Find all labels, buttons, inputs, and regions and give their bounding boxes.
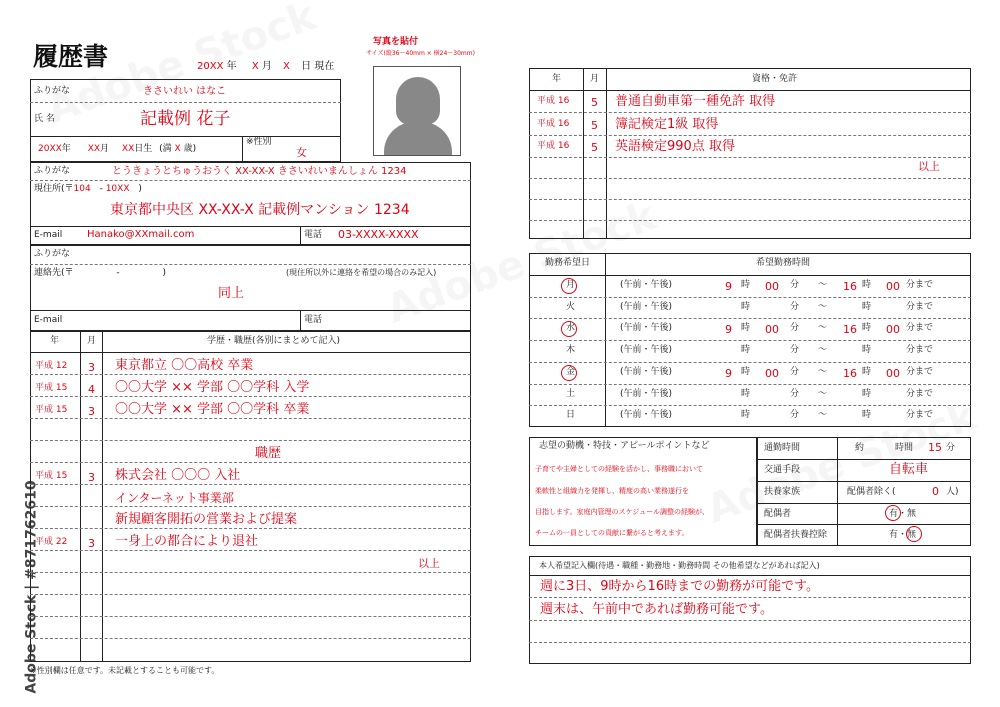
schedule-min-unit: 分: [790, 388, 800, 399]
history-header-month: 月: [87, 336, 97, 346]
schedule-until: 分まで: [906, 345, 934, 356]
history-section-label: 職歴: [255, 446, 282, 461]
gender-value: 女: [296, 146, 307, 159]
schedule-end-hour: 16: [843, 323, 857, 337]
history-row-text: 株式会社 〇〇〇 入社: [115, 468, 241, 483]
page-title: 履歴書: [33, 42, 109, 71]
transport-label: 交通手段: [764, 465, 801, 475]
history-row-text: 一身上の都合により退社: [115, 534, 259, 549]
zip-line: 現住所(〒104 - 10XX ): [34, 184, 142, 194]
address-value: 東京都中央区 XX-XX-X 記載例マンション 1234: [110, 202, 410, 218]
spouse-yes-circle: [885, 505, 901, 521]
history-rule: [30, 506, 471, 507]
contact-zip-line: 連絡先(〒 - ): [34, 268, 167, 278]
history-row-month: 4: [88, 383, 95, 396]
schedule-end-min: 00: [886, 323, 900, 337]
schedule-day: 水: [566, 323, 576, 334]
spouse-options: 有・無: [889, 509, 917, 519]
schedule-ampm: (午前・午後): [620, 410, 673, 421]
schedule-start-min: 00: [765, 323, 779, 337]
history-row-text: 〇〇大学 ×× 学部 〇〇学科 入学: [115, 380, 310, 395]
history-row-month: 3: [88, 537, 95, 550]
license-row-month: 5: [591, 119, 598, 132]
schedule-ampm: (午前・午後): [620, 366, 673, 377]
schedule-start-hour: 9: [725, 323, 732, 337]
stock-side-label: Adobe Stock | #871762610: [23, 480, 40, 694]
license-row-month: 5: [591, 141, 598, 154]
license-rule: [529, 220, 971, 221]
schedule-min-unit: 分: [790, 280, 800, 290]
schedule-hour-unit: 時: [741, 323, 751, 334]
history-rule: [30, 440, 471, 441]
history-rule: [30, 594, 471, 595]
schedule-hour-unit: 時: [862, 388, 872, 399]
license-header-year: 年: [552, 74, 562, 84]
license-row-text: 英語検定990点 取得: [615, 139, 735, 154]
commute-hours-unit: 時間: [895, 443, 914, 453]
schedule-rule: [529, 297, 971, 298]
history-rule: [30, 396, 471, 397]
schedule-day: 月: [566, 280, 576, 290]
license-header-month: 月: [590, 74, 600, 84]
history-row-month: 3: [88, 405, 95, 418]
commute-about: 約: [855, 443, 865, 453]
history-row-text: インターネット事業部: [115, 491, 234, 505]
schedule-ampm: (午前・午後): [620, 301, 673, 312]
license-rule: [529, 157, 971, 158]
history-row-era: 平成 15: [35, 405, 68, 415]
history-header-content: 学歴・職歴(各別にまとめて記入): [207, 336, 341, 346]
commute-label: 通勤時間: [764, 443, 801, 453]
schedule-start-min: 00: [765, 280, 779, 293]
history-row-era: 平成 15: [35, 471, 68, 481]
schedule-until: 分まで: [906, 301, 934, 312]
license-end: 以上: [918, 160, 940, 173]
schedule-hour-unit: 時: [862, 323, 872, 334]
schedule-hour-unit: 時: [862, 301, 872, 312]
motivation-line: 子育てや主婦としての経験を活かし、事務職において: [535, 465, 703, 473]
schedule-tilde: ～: [818, 301, 828, 312]
schedule-ampm: (午前・午後): [620, 388, 673, 399]
spouse-dep-label: 配偶者扶養控除: [764, 530, 828, 540]
schedule-end-min: 00: [886, 280, 900, 293]
schedule-start-min: 00: [765, 366, 779, 380]
schedule-ampm: (午前・午後): [620, 345, 673, 356]
contact-value: 同上: [218, 286, 245, 301]
schedule-rule: [529, 340, 971, 341]
license-row-era: 平成 16: [537, 96, 570, 106]
license-row-era: 平成 16: [537, 119, 570, 129]
schedule-header-day: 勤務希望日: [545, 258, 591, 268]
commute-minutes-unit: 分: [946, 443, 956, 453]
history-rule: [30, 528, 471, 529]
dependents-unit: 人): [946, 487, 959, 497]
license-rule: [529, 112, 971, 113]
history-row-era: 平成 12: [35, 361, 68, 371]
schedule-rule: [529, 384, 971, 385]
date-line: 20XX 年 X 月 X 日 現在: [197, 61, 335, 72]
schedule-until: 分まで: [906, 323, 934, 334]
schedule-end-hour: 16: [843, 366, 857, 380]
history-header-year: 年: [50, 336, 60, 346]
schedule-hour-unit: 時: [862, 410, 872, 421]
phone-label: 電話: [304, 230, 323, 240]
birth-line: 20XX年 XX月 XX日生 (満 X 歳): [38, 144, 197, 154]
license-row-text: 普通自動車第一種免許 取得: [615, 94, 776, 109]
photo-placeholder: [373, 66, 461, 156]
schedule-until: 分まで: [906, 280, 934, 290]
spouse-dep-options: 有・無: [889, 530, 917, 540]
contact-box: [30, 245, 471, 331]
schedule-day: 日: [566, 410, 576, 421]
motivation-line: 柔軟性と組織力を発揮し、精度の高い業務遂行を: [535, 487, 689, 495]
schedule-hour-unit: 時: [862, 345, 872, 356]
history-row-text: 東京都立 〇〇高校 卒業: [115, 358, 254, 373]
schedule-min-unit: 分: [790, 345, 800, 356]
schedule-min-unit: 分: [790, 323, 800, 334]
schedule-day: 金: [566, 366, 576, 377]
spouse-dep-no-circle: [906, 526, 922, 542]
gender-label: ※性別: [246, 137, 272, 147]
name-value: 記載例 花子: [140, 109, 231, 129]
license-row-era: 平成 16: [537, 141, 570, 151]
schedule-hour-unit: 時: [741, 388, 751, 399]
history-row-text: 新規顧客開拓の営業および提案: [115, 512, 298, 527]
schedule-tilde: ～: [818, 410, 828, 421]
schedule-tilde: ～: [818, 280, 828, 290]
motivation-line: チームの一員としての貢献に繋がると考えます。: [535, 529, 689, 537]
name-label: 氏 名: [34, 114, 55, 124]
schedule-rule: [529, 362, 971, 363]
history-rule: [30, 462, 471, 463]
schedule-hour-unit: 時: [862, 366, 872, 377]
contact-email-label: E-mail: [34, 315, 63, 325]
schedule-day: 木: [566, 345, 576, 356]
history-rule: [30, 616, 471, 617]
photo-title: 写真を貼付: [373, 37, 419, 47]
schedule-start-hour: 9: [725, 280, 732, 293]
history-rule: [30, 638, 471, 639]
schedule-hour-unit: 時: [741, 280, 751, 290]
schedule-hour-unit: 時: [741, 301, 751, 312]
schedule-min-unit: 分: [790, 366, 800, 377]
gender-footnote: ※性別欄は任意です。未記載とすることも可能です。: [30, 666, 220, 675]
history-row-era: 平成 15: [35, 383, 68, 393]
requests-label: 本人希望記入欄(待遇・職種・勤務地・勤務時間 その他希望などがあれば記入): [539, 561, 820, 570]
address-furigana-label: ふりがな: [34, 166, 71, 176]
schedule-tilde: ～: [818, 345, 828, 356]
phone-value: 03-XXXX-XXXX: [338, 228, 419, 241]
history-rule: [30, 418, 471, 419]
photo-size: サイズ(縦36～40mm × 横24～30mm): [366, 50, 475, 57]
requests-line: 週に3日、9時から16時までの勤務が可能です。: [540, 579, 820, 594]
schedule-hour-unit: 時: [741, 366, 751, 377]
license-rule: [529, 199, 971, 200]
license-rule: [529, 135, 971, 136]
schedule-day-circle: [561, 365, 577, 381]
schedule-until: 分まで: [906, 388, 934, 399]
schedule-rule: [529, 318, 971, 319]
dependents-count: 0: [932, 485, 939, 498]
license-row-text: 簿記検定1級 取得: [615, 117, 719, 132]
history-row-month: 3: [88, 471, 95, 484]
schedule-day: 火: [566, 301, 576, 312]
schedule-hour-unit: 時: [741, 345, 751, 356]
transport-value: 自転車: [889, 462, 929, 477]
schedule-tilde: ～: [818, 388, 828, 399]
schedule-end-hour: 16: [843, 280, 857, 293]
schedule-tilde: ～: [818, 366, 828, 377]
address-furigana: とうきょうとちゅうおうく XX-XX-X きさいれいまんしょん 1234: [112, 166, 407, 177]
history-rule: [30, 550, 471, 551]
schedule-min-unit: 分: [790, 301, 800, 312]
license-row-month: 5: [591, 96, 598, 109]
history-row-text: 〇〇大学 ×× 学部 〇〇学科 卒業: [115, 402, 310, 417]
dependents-label: 扶養家族: [764, 487, 801, 497]
license-rule: [529, 178, 971, 179]
email-label: E-mail: [34, 230, 63, 240]
dependents-spouse-ex: 配偶者除く(: [847, 487, 896, 497]
requests-line: 週末は、午前中であれば勤務可能です。: [540, 602, 773, 617]
email-value: Hanako@XXmail.com: [87, 229, 195, 240]
schedule-end-min: 00: [886, 366, 900, 380]
history-rule: [30, 484, 471, 485]
spouse-label: 配偶者: [764, 509, 792, 519]
history-row-month: 3: [88, 361, 95, 374]
motivation-label: 志望の動機・特技・アピールポイントなど: [539, 441, 710, 451]
schedule-min-unit: 分: [790, 410, 800, 421]
history-end: 以上: [418, 557, 440, 570]
schedule-until: 分まで: [906, 410, 934, 421]
schedule-ampm: (午前・午後): [620, 280, 673, 290]
history-rule: [30, 572, 471, 573]
schedule-until: 分まで: [906, 366, 934, 377]
motivation-line: 目指します。家庭内管理のスケジュール調整の経験が、: [535, 508, 710, 516]
schedule-hour-unit: 時: [741, 410, 751, 421]
contact-note: (現住所以外に連絡を希望の場合のみ記入): [286, 268, 437, 277]
schedule-rule: [529, 405, 971, 406]
history-row-era: 平成 22: [35, 537, 68, 547]
history-rule: [30, 374, 471, 375]
schedule-hour-unit: 時: [862, 280, 872, 290]
contact-furigana-label: ふりがな: [34, 249, 71, 259]
furigana-name: きさいれい はなこ: [143, 86, 227, 97]
schedule-ampm: (午前・午後): [620, 323, 673, 334]
contact-phone-label: 電話: [304, 315, 323, 325]
schedule-day-circle: [561, 278, 577, 294]
furigana-label: ふりがな: [34, 86, 71, 96]
schedule-tilde: ～: [818, 323, 828, 334]
schedule-day: 土: [566, 388, 576, 399]
commute-minutes: 15: [928, 441, 942, 454]
license-header-content: 資格・免許: [752, 74, 798, 84]
schedule-start-hour: 9: [725, 366, 732, 380]
schedule-header-time: 希望勤務時間: [756, 258, 811, 268]
